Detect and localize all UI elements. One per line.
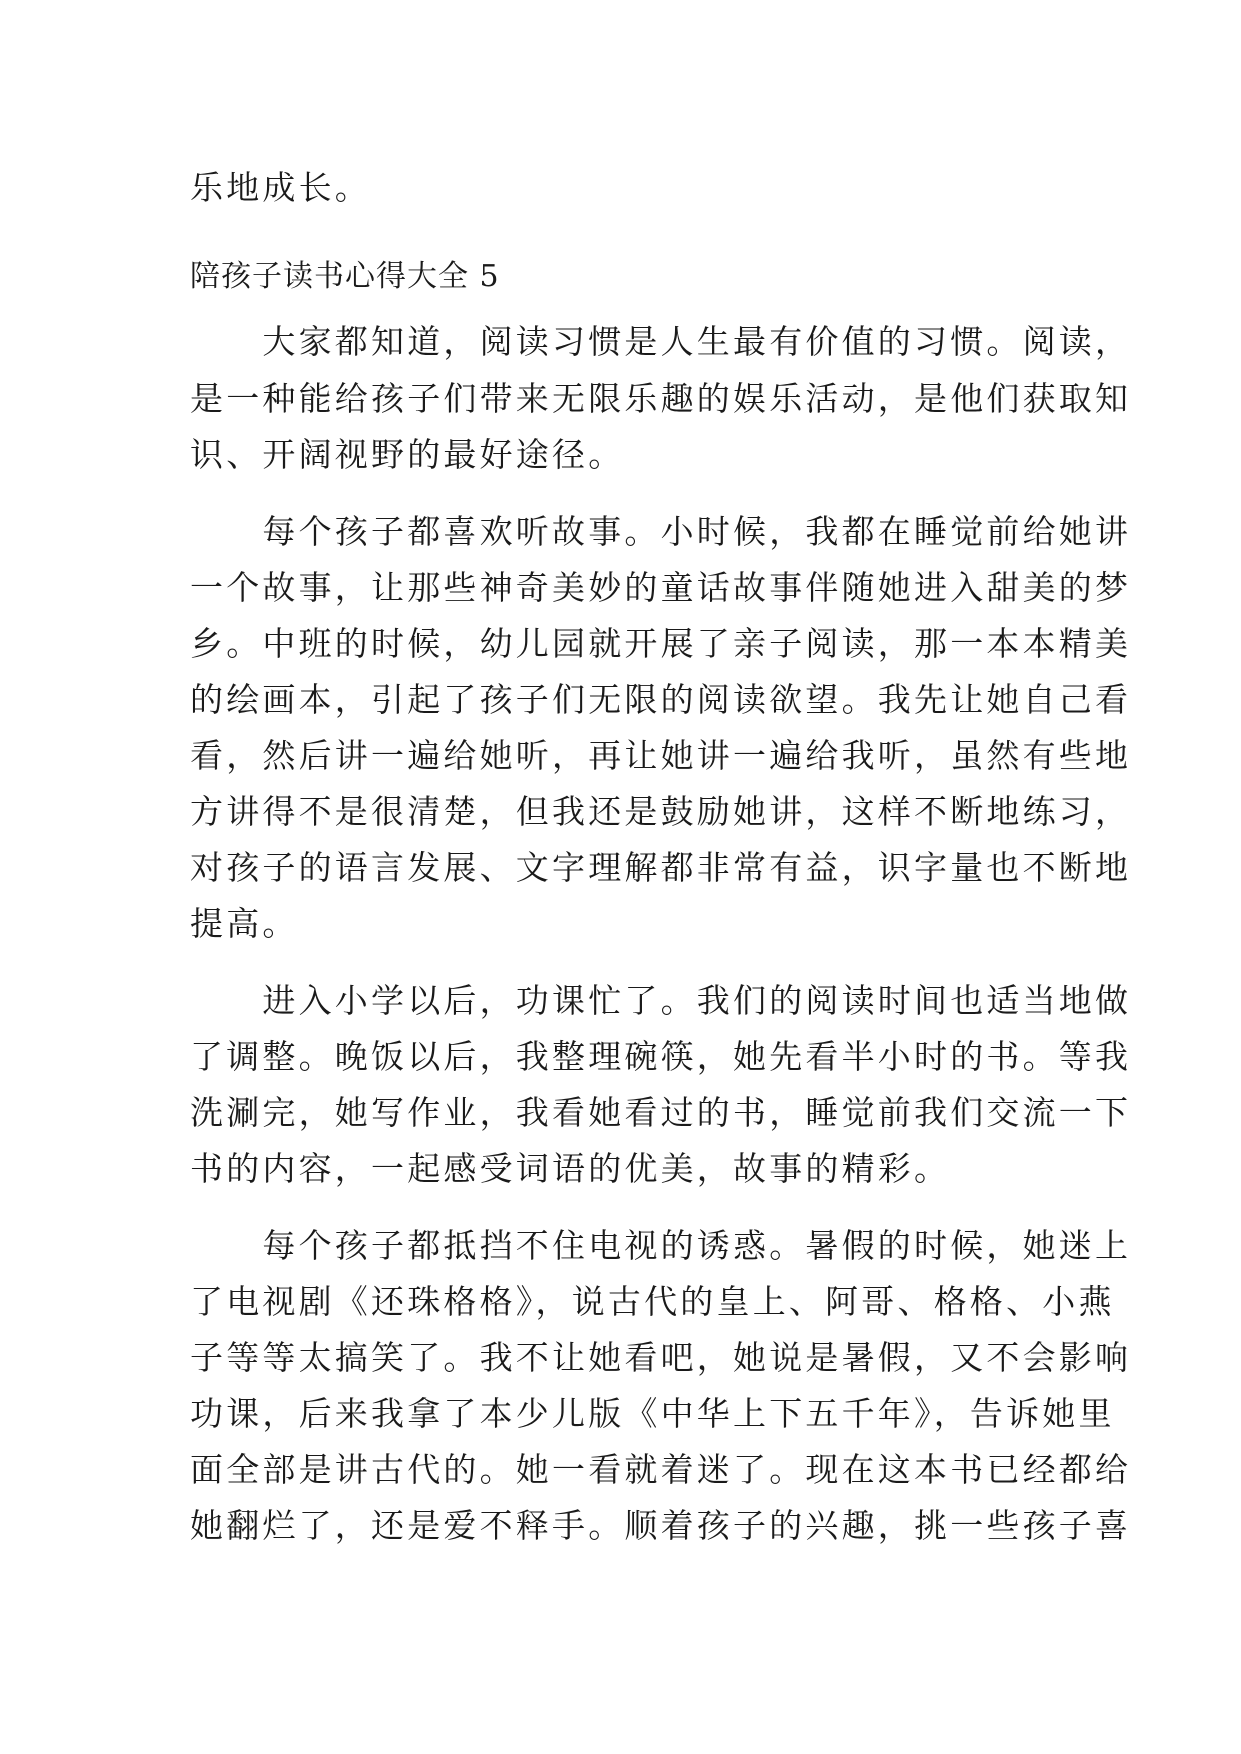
paragraph-line: 大家都知道，阅读习惯是人生最有价值的习惯。阅读， bbox=[190, 322, 1132, 361]
paragraph-line: 功课，后来我拿了本少儿版《中华上下五千年》，告诉她里 bbox=[190, 1394, 1115, 1433]
paragraph-line: 一个故事，让那些神奇美妙的童话故事伴随她进入甜美的梦 bbox=[190, 568, 1132, 607]
paragraph-line: 书的内容，一起感受词语的优美，故事的精彩。 bbox=[190, 1149, 951, 1188]
paragraph-line: 方讲得不是很清楚，但我还是鼓励她讲，这样不断地练习， bbox=[190, 792, 1132, 831]
section-title: 陪孩子读书心得大全 5 bbox=[190, 259, 500, 294]
paragraph-line: 子等等太搞笑了。我不让她看吧，她说是暑假，又不会影响 bbox=[190, 1338, 1132, 1377]
paragraph-line: 她翻烂了，还是爱不释手。顺着孩子的兴趣，挑一些孩子喜 bbox=[190, 1506, 1132, 1545]
paragraph-line: 了电视剧《还珠格格》，说古代的皇上、阿哥、格格、小燕 bbox=[190, 1282, 1115, 1321]
paragraph-line: 是一种能给孩子们带来无限乐趣的娱乐活动，是他们获取知 bbox=[190, 379, 1132, 418]
paragraph-line: 看，然后讲一遍给她听，再让她讲一遍给我听，虽然有些地 bbox=[190, 736, 1132, 775]
paragraph-line: 的绘画本，引起了孩子们无限的阅读欲望。我先让她自己看 bbox=[190, 680, 1132, 719]
intro-tail-line: 乐地成长。 bbox=[190, 168, 371, 207]
paragraph-line: 识、开阔视野的最好途径。 bbox=[190, 435, 625, 474]
paragraph-line: 面全部是讲古代的。她一看就着迷了。现在这本书已经都给 bbox=[190, 1450, 1132, 1489]
paragraph-line: 了调整。晚饭以后，我整理碗筷，她先看半小时的书。等我 bbox=[190, 1037, 1132, 1076]
paragraph-line: 每个孩子都喜欢听故事。小时候，我都在睡觉前给她讲 bbox=[190, 512, 1132, 551]
paragraph-line: 对孩子的语言发展、文字理解都非常有益，识字量也不断地 bbox=[190, 848, 1132, 887]
paragraph-line: 进入小学以后，功课忙了。我们的阅读时间也适当地做 bbox=[190, 981, 1132, 1020]
paragraph-line: 乡。中班的时候，幼儿园就开展了亲子阅读，那一本本精美 bbox=[190, 624, 1132, 663]
paragraph-line: 每个孩子都抵挡不住电视的诱惑。暑假的时候，她迷上 bbox=[190, 1226, 1132, 1265]
paragraph-line: 提高。 bbox=[190, 904, 299, 943]
paragraph-line: 洗涮完，她写作业，我看她看过的书，睡觉前我们交流一下 bbox=[190, 1093, 1132, 1132]
